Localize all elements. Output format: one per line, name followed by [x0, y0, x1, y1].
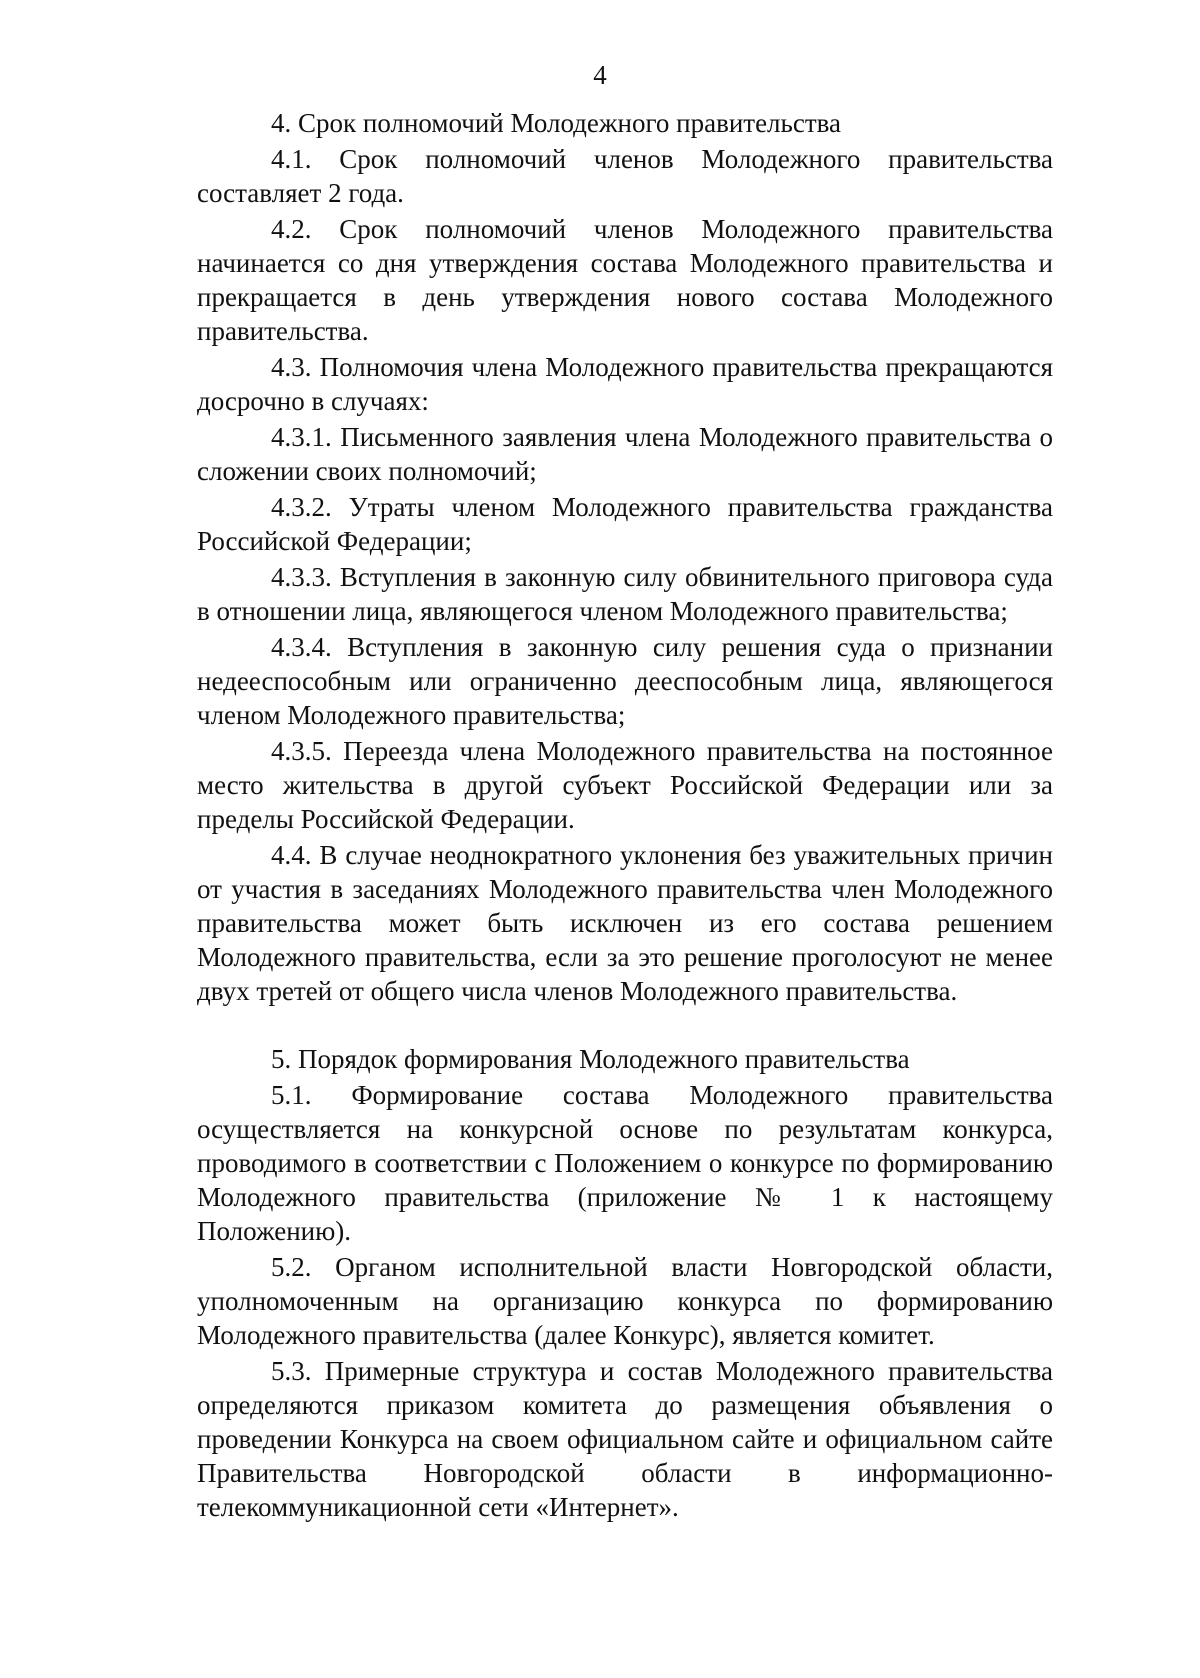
section-4: [197, 106, 1053, 1008]
paragraph-4-3: 4.3. Полномочия члена Молодежного правительства прекращаются досрочно в случаях:: [197, 352, 1053, 416]
document-body: [197, 106, 1053, 1524]
section-heading: 4. Срок полномочий Молодежного правительства: [271, 108, 842, 138]
section-spacer: [197, 1008, 1053, 1042]
paragraph-4-1: 4.1. Срок полномочий членов Молодежного правительства составляет 2 года.: [197, 144, 1053, 208]
paragraph-4-4: 4.4. В случае неоднократного уклонения без уважительных причин от участия в заседаниях Молодежного правительства член Молодежного правительства может быть исключен из его состава решением Молодежного правительства, если за это решение проголосуют не менее двух третей от общего числа членов Молодежного правительства.: [197, 840, 1053, 1006]
page-number: 4: [593, 60, 607, 90]
paragraph-5-1: 5.1. Формирование состава Молодежного правительства осуществляется на конкурсной основе по результатам конкурса, проводимого в соответствии с Положением о конкурсе по формированию Молодежного правительства (приложение № 1 к настоящему Положению).: [197, 1080, 1053, 1246]
paragraph-4-2: 4.2. Срок полномочий членов Молодежного правительства начинается со дня утверждения состава Молодежного правительства и прекращается в день утверждения нового состава Молодежного правительства.: [197, 214, 1053, 346]
paragraph-4-3-2: 4.3.2. Утраты членом Молодежного правительства гражданства Российской Федерации;: [197, 492, 1053, 556]
paragraph-4-3-3: 4.3.3. Вступления в законную силу обвинительного приговора суда в отношении лица, являющегося членом Молодежного правительства;: [197, 562, 1053, 626]
paragraph-4-3-1: 4.3.1. Письменного заявления члена Молодежного правительства о сложении своих полномочий;: [197, 422, 1053, 486]
section-heading: 5. Порядок формирования Молодежного правительства: [271, 1044, 910, 1074]
section-5: [197, 1042, 1053, 1524]
paragraph-5-3: 5.3. Примерные структура и состав Молодежного правительства определяются приказом комитета до размещения объявления о проведении Конкурса на своем официальном сайте и официальном сайте Правительства Новгородской области в информационно-телекоммуникационной сети «Интернет».: [197, 1356, 1053, 1522]
paragraph-4-3-5: 4.3.5. Переезда члена Молодежного правительства на постоянное место жительства в другой субъект Российской Федерации или за пределы Российской Федерации.: [197, 736, 1053, 834]
paragraph-5-2: 5.2. Органом исполнительной власти Новгородской области, уполномоченным на организацию конкурса по формированию Молодежного правительства (далее Конкурс), является комитет.: [197, 1252, 1053, 1350]
paragraph-4-3-4: 4.3.4. Вступления в законную силу решения суда о признании недееспособным или ограниченно дееспособным лица, являющегося членом Молодежного правительства;: [197, 632, 1053, 730]
